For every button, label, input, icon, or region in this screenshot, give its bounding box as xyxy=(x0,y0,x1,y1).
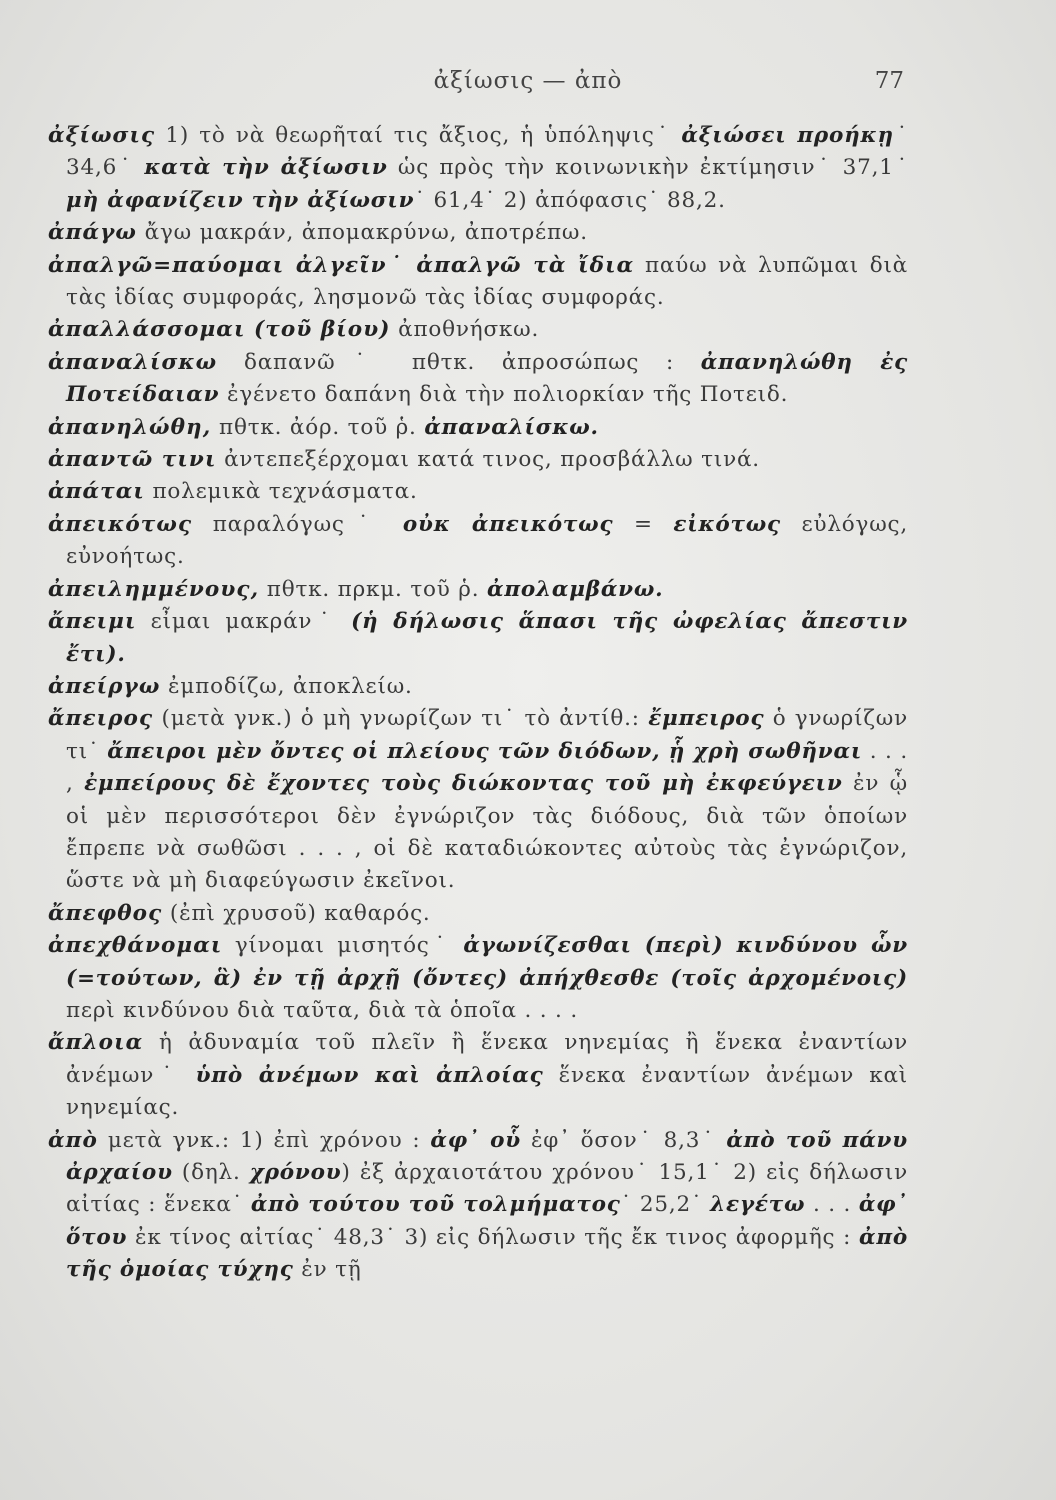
definition-text: = xyxy=(613,511,674,537)
definition-text: παραλόγως˙ xyxy=(192,511,403,537)
citation-text: εἰκότως xyxy=(673,511,781,537)
dictionary-entry xyxy=(48,509,908,574)
definition-text: πθτκ. ἀόρ. τοῦ ῥ. xyxy=(211,414,425,440)
dictionary-entry xyxy=(48,703,908,897)
citation-text: οὐκ ἀπεικότως xyxy=(402,511,614,537)
definition-text: ἄγω μακράν, ἀπομακρύνω, ἀποτρέπω. xyxy=(137,220,588,246)
dictionary-entry xyxy=(48,314,908,346)
citation-text: μὴ ἀφανίζειν τὴν ἀξίωσιν xyxy=(66,187,415,213)
definition-text: ἐν ᾧ οἱ μὲν περισσότεροι δὲν ἐγνώριζον τὰς διόδους, διὰ τῶν ὁποίων ἔπρεπε νὰ σωθῶσι . . . , οἱ δὲ καταδιώκοντες αὐτοὺς τὰς ἐγνώριζον, ὥστε νὰ μὴ διαφεύγωσιν ἐκεῖνοι. xyxy=(66,771,908,894)
definition-text: ἡ ἀδυναμία τοῦ πλεῖν ἢ ἕνεκα νηνεμίας ἢ ἕνεκα ἐναντίων ἀνέμων˙ xyxy=(66,1030,908,1088)
definition-text: ˙ 34,6˙ xyxy=(66,123,908,181)
definition-text: . . . xyxy=(805,1192,859,1218)
citation-text: ἀφ᾽ ὅτου xyxy=(66,1192,908,1250)
dictionary-entry xyxy=(48,347,908,412)
definition-text: ἐφ᾽ ὅσον˙ 8,3˙ xyxy=(521,1127,727,1153)
definition-text: ) ἐξ ἀρχαιοτάτου χρόνου˙ 15,1˙ 2) εἰς δήλωσιν αἰτίας : ἕνεκα˙ xyxy=(66,1160,908,1218)
definition-text: γίνομαι μισητός˙ xyxy=(222,933,464,959)
page-header xyxy=(0,64,1056,104)
headword: ἀπαναλίσκω xyxy=(48,349,218,375)
headword: ἀπὸ xyxy=(48,1127,98,1153)
definition-text: . . . , xyxy=(66,738,908,797)
citation-text: ἀπὸ τῆς ὁμοίας τύχης xyxy=(66,1224,908,1283)
citation-text: ἀπὸ τοῦ πάνυ ἀρχαίου xyxy=(66,1127,908,1185)
headword: ἄπειρος xyxy=(48,706,154,732)
dictionary-entry xyxy=(48,574,908,606)
definition-text: πολεμικὰ τεχνάσματα. xyxy=(144,479,418,505)
citation-text: ἀπαναλίσκω. xyxy=(424,414,599,440)
dictionary-entry xyxy=(48,412,908,444)
definition-text: 1) τὸ νὰ θεωρῆταί τις ἄξιος, ἡ ὑπόληψις˙ xyxy=(155,123,682,148)
dictionary-entry xyxy=(48,1027,908,1124)
citation-text: ἀπανηλώθη ἐς Ποτείδαιαν xyxy=(66,349,909,408)
citation-text: (ἡ δήλωσις ἅπασι τῆς ὠφελίας ἄπεστιν ἔτι). xyxy=(66,609,909,667)
definition-text: παύω νὰ λυπῶμαι διὰ τὰς ἰδίας συμφοράς, λησμονῶ τὰς ἰδίας συμφοράς. xyxy=(66,252,909,311)
headword: ἀπαλλάσσομαι (τοῦ βίου) xyxy=(48,317,391,343)
definition-text: ˙ 61,4˙ 2) ἀπόφασις˙ 88,2. xyxy=(414,187,726,213)
headword: ἀπεικότως xyxy=(48,511,193,537)
citation-text: ὑπὸ ἀνέμων καὶ ἀπλοίας xyxy=(195,1062,544,1088)
dictionary-body xyxy=(48,120,908,1287)
dictionary-entry xyxy=(48,476,908,508)
citation-text: ἀπολαμβάνω. xyxy=(486,576,664,602)
headword: ἀξίωσις xyxy=(48,123,156,148)
headword: ἄπεφθος xyxy=(48,900,163,926)
citation-text: ἄπειροι μὲν ὄντες οἱ πλείους τῶν διόδων, ᾗ χρὴ σωθῆναι xyxy=(107,738,863,764)
headword: ἀπάται xyxy=(48,479,145,505)
definition-text: ἐκ τίνος αἰτίας˙ 48,3˙ 3) εἰς δήλωσιν τῆς ἔκ τινος ἀφορμῆς : xyxy=(127,1224,859,1250)
page-number: 77 xyxy=(874,68,904,94)
headword: ἀπειλημμένους, xyxy=(48,576,260,602)
dictionary-entry xyxy=(48,217,908,249)
citation-text: ἀξιώσει προήκῃ xyxy=(681,123,894,148)
dictionary-entry xyxy=(48,606,908,671)
headword: ἀπαλγῶ=παύομαι ἀλγεῖν˙ ἀπαλγῶ τὰ ἴδια xyxy=(48,252,635,278)
definition-text: εἶμαι μακράν˙ xyxy=(136,609,352,635)
citation-text: ἀπὸ τούτου τοῦ τολμήματος xyxy=(250,1192,621,1218)
dictionary-entry xyxy=(48,1125,908,1287)
definition-text: ˙ 25,2˙ xyxy=(620,1192,711,1218)
citation-text: ἀφ᾽ οὗ xyxy=(430,1127,522,1153)
headword: ἀπείργω xyxy=(48,673,161,699)
definition-text: περὶ κινδύνου διὰ ταῦτα, διὰ τὰ ὁποῖα . . . . xyxy=(66,997,578,1023)
definition-text: ἐμποδίζω, ἀποκλείω. xyxy=(160,673,413,699)
definition-text: ὡς πρὸς τὴν κοινωνικὴν ἐκτίμησιν˙ 37,1˙ xyxy=(387,155,908,181)
definition-text: ἐν τῇ xyxy=(293,1257,362,1283)
headword: ἀπεχθάνομαι xyxy=(48,933,223,959)
headword: ἀπαντῶ τινι xyxy=(48,447,217,473)
citation-text: ἐμπείρους δὲ ἔχοντες τοὺς διώκοντας τοῦ μὴ ἐκφεύγειν xyxy=(84,771,843,797)
headword: ἀπάγω xyxy=(48,220,137,246)
headword: ἄπλοια xyxy=(48,1030,144,1056)
dictionary-entry xyxy=(48,671,908,703)
citation-text: ἔμπειρος xyxy=(648,706,765,732)
citation-text: κατὰ τὴν ἀξίωσιν xyxy=(144,155,388,181)
dictionary-entry xyxy=(48,250,908,315)
definition-text: ἀποθνήσκω. xyxy=(390,317,540,343)
definition-text: (ἐπὶ χρυσοῦ) καθαρός. xyxy=(162,900,431,926)
headword: ἀπανηλώθη, xyxy=(48,414,212,440)
citation-text: ἀγωνίζεσθαι (περὶ) κινδύνου ὧν (=τούτων, ἃ) ἐν τῇ ἀρχῇ (ὄντες) ἀπήχθεσθε (τοῖς ἀρχομένοις) xyxy=(66,933,908,991)
dictionary-entry xyxy=(48,930,908,1027)
headword: ἄπειμι xyxy=(48,609,137,635)
definition-text: δαπανῶ˙ πθτκ. ἀπροσώπως : xyxy=(217,349,701,375)
dictionary-entry xyxy=(48,120,908,217)
definition-text: ὁ γνωρίζων τι˙ xyxy=(66,706,908,764)
dictionary-entry xyxy=(48,444,908,476)
citation-text: χρόνου xyxy=(249,1160,342,1185)
definition-text: ἕνεκα ἐναντίων ἀνέμων καὶ νηνεμίας. xyxy=(66,1062,908,1121)
definition-text: (μετὰ γνκ.) ὁ μὴ γνωρίζων τι˙ τὸ ἀντίθ.: xyxy=(153,706,649,732)
running-head: ἀξίωσις — ἀπὸ xyxy=(433,68,623,94)
definition-text: πθτκ. πρκμ. τοῦ ῥ. xyxy=(259,576,487,602)
definition-text: μετὰ γνκ.: 1) ἐπὶ χρόνου : xyxy=(97,1127,431,1153)
definition-text: εὐλόγως, εὐνοήτως. xyxy=(66,511,908,570)
citation-text: λεγέτω xyxy=(710,1192,806,1218)
definition-text: ἐγένετο δαπάνη διὰ τὴν πολιορκίαν τῆς Ποτειδ. xyxy=(219,382,789,408)
definition-text: ἀντεπεξέρχομαι κατά τινος, προσβάλλω τινά. xyxy=(216,447,760,473)
definition-text: (δηλ. xyxy=(172,1160,250,1185)
dictionary-entry xyxy=(48,898,908,930)
